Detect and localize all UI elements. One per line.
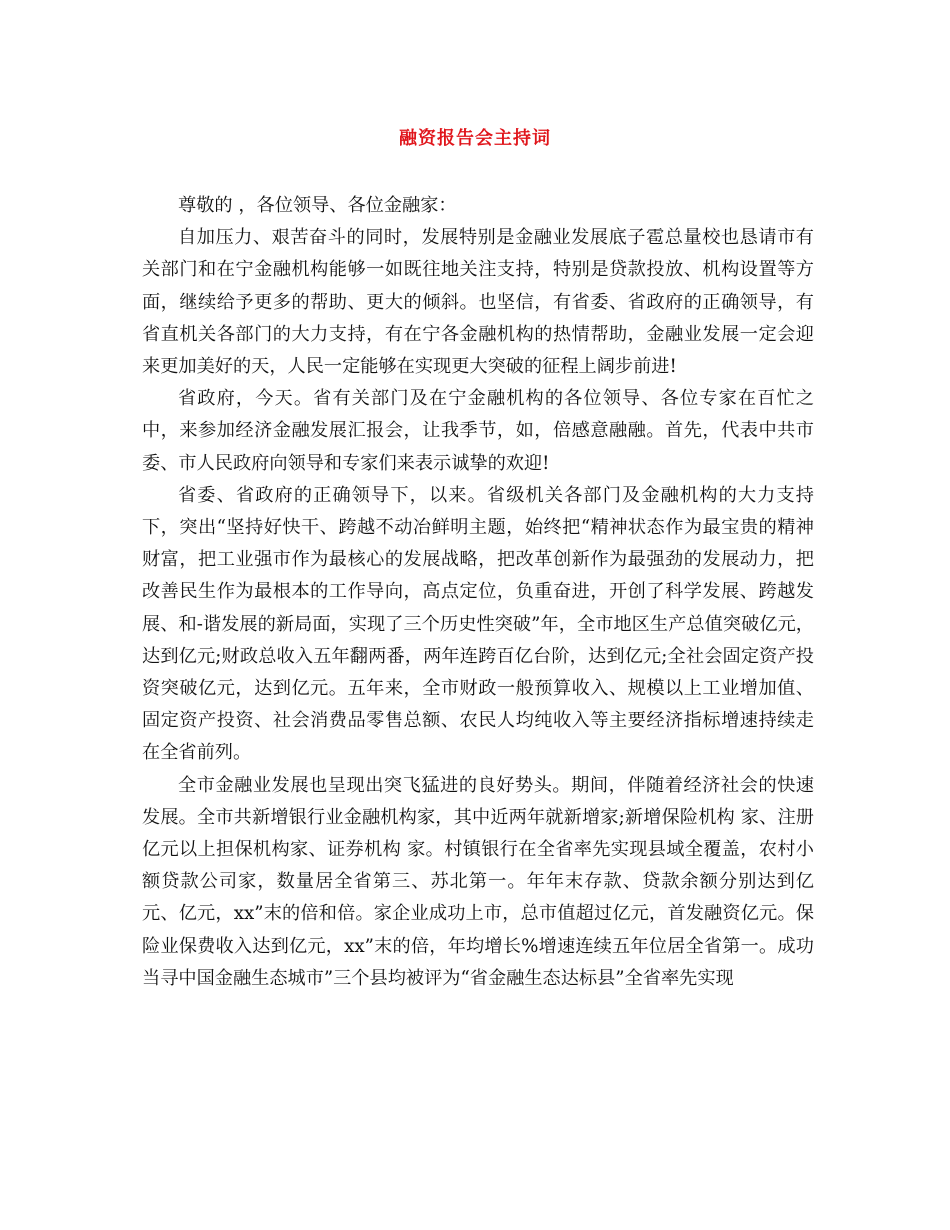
paragraph: 自加压力、艰苦奋斗的同时，发展特别是金融业发展底子雹总量校也恳请市有关部门和在宁金融机构能够一如既往地关注支持，特别是贷款投放、机构设置等方面，继续给予更多的帮助、更大的倾斜。也坚信，有省委、省政府的正确领导，有省直机关各部门的大力支持，有在宁各金融机构的热情帮助，金融业发展一定会迎来更加美好的天，人民一定能够在实现更大突破的征程上阔步前进! xyxy=(142,227,814,378)
paragraph: 省政府，今天。省有关部门及在宁金融机构的各位领导、各位专家在百忙之中，来参加经济金融发展汇报会，让我季节，如，倍感意融融。首先，代表中共市委、市人民政府向领导和专家们来表示诚挚的欢迎! xyxy=(142,388,814,474)
document-body xyxy=(142,190,814,995)
paragraph: 全市金融业发展也呈现出突飞猛进的良好势头。期间，伴随着经济社会的快速发展。全市共新增银行业金融机构家，其中近两年就新增家;新增保险机构 家、注册亿元以上担保机构家、证券机构 家。村镇银行在全省率先实现县域全覆盖，农村小额贷款公司家，数量居全省第三、苏北第一。年年末存款、贷款余额分别达到亿元、亿元，xx”末的倍和倍。家企业成功上市，总市值超过亿元，首发融资亿元。保险业保费收入达到亿元，xx”末的倍，年均增长%增速连续五年位居全省第一。成功当寻中国金融生态城市”三个县均被评为“省金融生态达标县”全省率先实现 xyxy=(142,774,814,989)
paragraph-salutation: 尊敬的 ，各位领导、各位金融家： xyxy=(178,195,457,216)
document-title: 融资报告会主持词 xyxy=(399,128,551,149)
paragraph: 省委、省政府的正确领导下，以来。省级机关各部门及金融机构的大力支持下，突出“坚持好快干、跨越不动冶鲜明主题，始终把“精神状态作为最宝贵的精神财富，把工业强市作为最核心的发展战略，把改革创新作为最强劲的发展动力，把改善民生作为最根本的工作导向，高点定位，负重奋进，开创了科学发展、跨越发展、和-谐发展的新局面，实现了三个历史性突破”年，全市地区生产总值突破亿元，达到亿元;财政总收入五年翻两番，两年连跨百亿台阶，达到亿元;全社会固定资产投资突破亿元，达到亿元。五年来，全市财政一般预算收入、规模以上工业增加值、固定资产投资、社会消费品零售总额、农民人均纯收入等主要经济指标增速持续走在全省前列。 xyxy=(142,484,814,764)
